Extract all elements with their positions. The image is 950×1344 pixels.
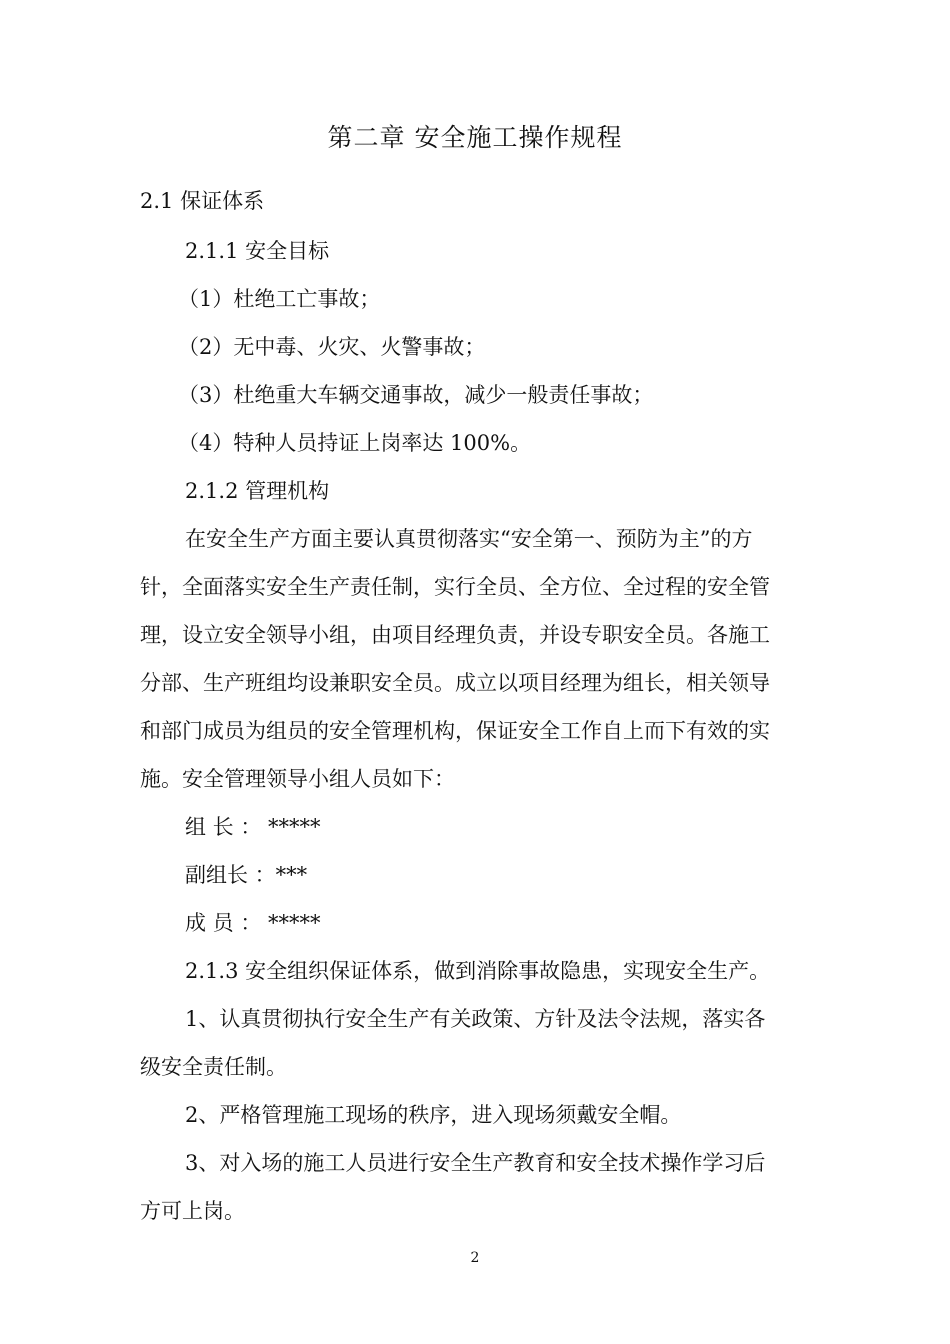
paragraph-line: 理，设立安全领导小组，由项目经理负责，并设专职安全员。各施工: [140, 623, 770, 647]
list-item: 3、对入场的施工人员进行安全生产教育和安全技术操作学习后: [185, 1151, 766, 1175]
list-item-continued: 级安全责任制。: [140, 1055, 287, 1079]
paragraph-line: 在安全生产方面主要认真贯彻落实“安全第一、预防为主”的方: [185, 527, 753, 551]
paragraph-line: 针，全面落实安全生产责任制，实行全员、全方位、全过程的安全管: [140, 575, 770, 599]
goal-item: （4）特种人员持证上岗率达 100%。: [178, 431, 532, 455]
paragraph-line: 施。安全管理领导小组人员如下：: [140, 767, 455, 791]
team-deputy: 副组长 ：***: [185, 863, 308, 887]
goal-item: （3）杜绝重大车辆交通事故，减少一般责任事故；: [178, 383, 654, 407]
subsection-heading: 2.1.1 安全目标: [185, 239, 330, 263]
team-leader: 组 长 ： *****: [185, 815, 321, 839]
subsection-heading: 2.1.2 管理机构: [185, 479, 330, 503]
list-item: 2、严格管理施工现场的秩序，进入现场须戴安全帽。: [185, 1103, 682, 1127]
list-item-continued: 方可上岗。: [140, 1199, 245, 1223]
paragraph-line: 分部、生产班组均设兼职安全员。成立以项目经理为组长，相关领导: [140, 671, 770, 695]
page-number: 2: [470, 1250, 480, 1266]
goal-item: （2）无中毒、火灾、火警事故；: [178, 335, 486, 359]
goal-item: （1）杜绝工亡事故；: [178, 287, 381, 311]
team-members: 成 员 ： *****: [185, 911, 321, 935]
paragraph-line: 和部门成员为组员的安全管理机构，保证安全工作自上而下有效的实: [140, 719, 770, 743]
list-item: 1、认真贯彻执行安全生产有关政策、方针及法令法规，落实各: [185, 1007, 766, 1031]
subsection-heading: 2.1.3 安全组织保证体系，做到消除事故隐患，实现安全生产。: [185, 959, 771, 983]
chapter-title: 第二章 安全施工操作规程: [327, 123, 623, 152]
section-heading: 2.1 保证体系: [140, 189, 265, 213]
